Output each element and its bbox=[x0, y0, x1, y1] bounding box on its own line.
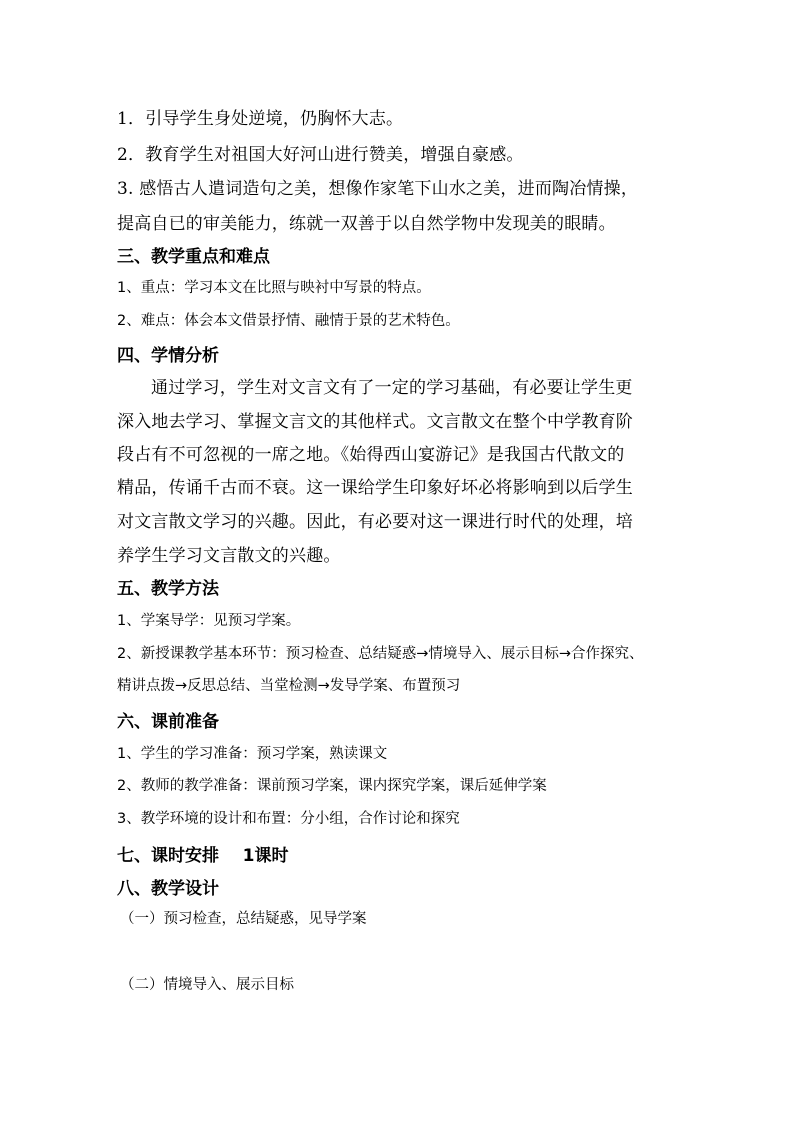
section-5-item-1: 1、学案导学：见预习学案。 bbox=[117, 613, 301, 629]
section-6-item-3: 3、教学环境的设计和布置：分小组，合作讨论和探究 bbox=[117, 811, 460, 827]
section-7-heading: 七、课时安排 1课时 bbox=[117, 846, 289, 866]
objective-line-2: 2．教育学生对祖国大好河山进行赞美，增强自豪感。 bbox=[117, 145, 524, 165]
analysis-line-4: 精品，传诵千古而不衰。这一课给学生印象好坏必将影响到以后学生 bbox=[117, 478, 633, 498]
section-3-item-1: 1、重点：学习本文在比照与映衬中写景的特点。 bbox=[117, 280, 431, 296]
analysis-line-5: 对文言散文学习的兴趣。因此，有必要对这一课进行时代的处理，培 bbox=[117, 512, 633, 532]
objective-line-3: 3. 感悟古人遣词造句之美，想像作家笔下山水之美，进而陶冶情操， bbox=[117, 179, 639, 199]
section-6-heading: 六、课前准备 bbox=[117, 712, 219, 732]
section-5-item-2: 2、新授课教学基本环节：预习检查、总结疑惑→情境导入、展示目标→合作探究、 bbox=[117, 646, 644, 662]
design-step-1: （一）预习检查，总结疑惑，见导学案 bbox=[120, 911, 367, 927]
section-6-item-2: 2、教师的教学准备：课前预习学案，课内探究学案，课后延伸学案 bbox=[117, 778, 547, 794]
objective-line-4: 提高自已的审美能力，练就一双善于以自然学物中发现美的眼睛。 bbox=[117, 214, 616, 234]
design-step-2: （二）情境导入、展示目标 bbox=[120, 977, 294, 993]
section-3-heading: 三、教学重点和难点 bbox=[117, 247, 270, 267]
section-8-heading: 八、教学设计 bbox=[117, 879, 219, 899]
analysis-line-6: 养学生学习文言散文的兴趣。 bbox=[117, 546, 341, 566]
objective-line-1: 1．引导学生身处逆境，仍胸怀大志。 bbox=[117, 109, 404, 129]
analysis-line-2: 深入地去学习、掌握文言文的其他样式。文言散文在整个中学教育阶 bbox=[117, 412, 633, 432]
section-3-item-2: 2、难点：体会本文借景抒情、融情于景的艺术特色。 bbox=[117, 313, 460, 329]
section-5-heading: 五、教学方法 bbox=[117, 579, 219, 599]
section-5-item-2-continued: 精讲点拨→反思总结、当堂检测→发导学案、布置预习 bbox=[117, 678, 461, 694]
analysis-line-1: 通过学习，学生对文言文有了一定的学习基础，有必要让学生更 bbox=[151, 378, 633, 398]
analysis-line-3: 段占有不可忽视的一席之地。《始得西山宴游记》是我国古代散文的 bbox=[117, 445, 625, 465]
section-6-item-1: 1、学生的学习准备：预习学案，熟读课文 bbox=[117, 746, 388, 762]
section-4-heading: 四、学情分析 bbox=[117, 346, 219, 366]
